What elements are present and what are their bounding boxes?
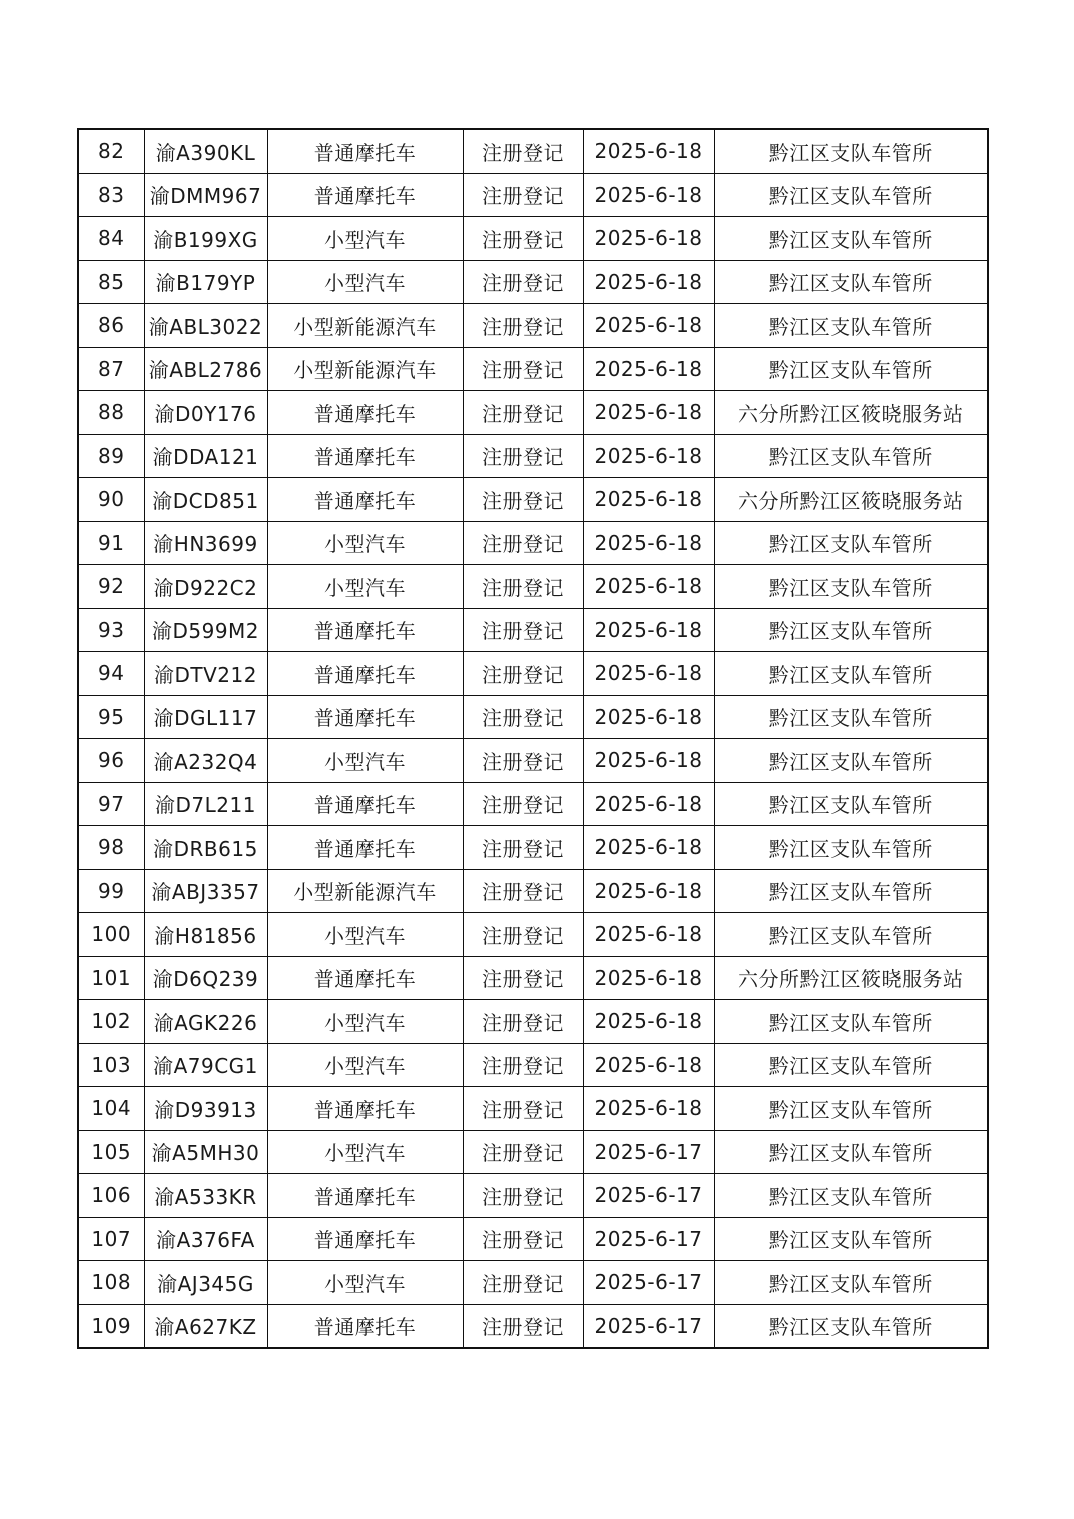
plate-number-cell: 渝B199XG <box>144 217 267 261</box>
plate-number-cell: 渝D922C2 <box>144 565 267 609</box>
plate-number-cell: 渝DRB615 <box>144 826 267 870</box>
date-cell: 2025-6-18 <box>583 173 714 217</box>
table-row <box>78 956 988 1000</box>
row-number-cell: 107 <box>78 1217 144 1261</box>
plate-number-cell: 渝D6Q239 <box>144 956 267 1000</box>
table-row <box>78 129 988 173</box>
business-type-cell: 注册登记 <box>463 129 583 173</box>
vehicle-type-cell: 普通摩托车 <box>267 608 463 652</box>
plate-number-cell: 渝A79CG1 <box>144 1043 267 1087</box>
office-cell: 黔江区支队车管所 <box>714 260 988 304</box>
row-number-cell: 101 <box>78 956 144 1000</box>
table-row <box>78 391 988 435</box>
date-cell: 2025-6-17 <box>583 1304 714 1348</box>
office-cell: 黔江区支队车管所 <box>714 1304 988 1348</box>
vehicle-type-cell: 小型新能源汽车 <box>267 869 463 913</box>
table-row <box>78 478 988 522</box>
vehicle-type-cell: 普通摩托车 <box>267 434 463 478</box>
office-cell: 黔江区支队车管所 <box>714 826 988 870</box>
vehicle-type-cell: 小型汽车 <box>267 565 463 609</box>
date-cell: 2025-6-17 <box>583 1217 714 1261</box>
business-type-cell: 注册登记 <box>463 347 583 391</box>
vehicle-type-cell: 普通摩托车 <box>267 129 463 173</box>
plate-number-cell: 渝DTV212 <box>144 652 267 696</box>
date-cell: 2025-6-18 <box>583 434 714 478</box>
business-type-cell: 注册登记 <box>463 521 583 565</box>
table-body <box>78 129 988 1348</box>
table-row <box>78 521 988 565</box>
table-row <box>78 739 988 783</box>
table-row <box>78 1304 988 1348</box>
office-cell: 黔江区支队车管所 <box>714 1043 988 1087</box>
row-number-cell: 89 <box>78 434 144 478</box>
row-number-cell: 99 <box>78 869 144 913</box>
vehicle-type-cell: 普通摩托车 <box>267 782 463 826</box>
business-type-cell: 注册登记 <box>463 478 583 522</box>
date-cell: 2025-6-18 <box>583 347 714 391</box>
date-cell: 2025-6-17 <box>583 1174 714 1218</box>
business-type-cell: 注册登记 <box>463 652 583 696</box>
table-row <box>78 695 988 739</box>
business-type-cell: 注册登记 <box>463 1174 583 1218</box>
vehicle-type-cell: 普通摩托车 <box>267 652 463 696</box>
office-cell: 黔江区支队车管所 <box>714 1174 988 1218</box>
business-type-cell: 注册登记 <box>463 1043 583 1087</box>
vehicle-type-cell: 普通摩托车 <box>267 1304 463 1348</box>
table-row <box>78 304 988 348</box>
office-cell: 黔江区支队车管所 <box>714 1000 988 1044</box>
business-type-cell: 注册登记 <box>463 217 583 261</box>
vehicle-type-cell: 小型汽车 <box>267 521 463 565</box>
row-number-cell: 100 <box>78 913 144 957</box>
plate-number-cell: 渝D599M2 <box>144 608 267 652</box>
plate-number-cell: 渝D0Y176 <box>144 391 267 435</box>
office-cell: 黔江区支队车管所 <box>714 1261 988 1305</box>
business-type-cell: 注册登记 <box>463 391 583 435</box>
office-cell: 黔江区支队车管所 <box>714 1087 988 1131</box>
row-number-cell: 83 <box>78 173 144 217</box>
plate-number-cell: 渝AGK226 <box>144 1000 267 1044</box>
date-cell: 2025-6-18 <box>583 695 714 739</box>
vehicle-type-cell: 小型汽车 <box>267 260 463 304</box>
office-cell: 黔江区支队车管所 <box>714 695 988 739</box>
plate-number-cell: 渝DMM967 <box>144 173 267 217</box>
business-type-cell: 注册登记 <box>463 739 583 783</box>
date-cell: 2025-6-17 <box>583 1130 714 1174</box>
table-row <box>78 652 988 696</box>
office-cell: 黔江区支队车管所 <box>714 869 988 913</box>
plate-number-cell: 渝A533KR <box>144 1174 267 1218</box>
business-type-cell: 注册登记 <box>463 826 583 870</box>
plate-number-cell: 渝B179YP <box>144 260 267 304</box>
business-type-cell: 注册登记 <box>463 869 583 913</box>
plate-number-cell: 渝A390KL <box>144 129 267 173</box>
office-cell: 黔江区支队车管所 <box>714 652 988 696</box>
table-row <box>78 1000 988 1044</box>
plate-number-cell: 渝D7L211 <box>144 782 267 826</box>
table-row <box>78 782 988 826</box>
business-type-cell: 注册登记 <box>463 956 583 1000</box>
table-row <box>78 1261 988 1305</box>
plate-number-cell: 渝AJ345G <box>144 1261 267 1305</box>
vehicle-type-cell: 小型汽车 <box>267 1130 463 1174</box>
business-type-cell: 注册登记 <box>463 260 583 304</box>
date-cell: 2025-6-18 <box>583 1087 714 1131</box>
office-cell: 黔江区支队车管所 <box>714 1217 988 1261</box>
date-cell: 2025-6-18 <box>583 391 714 435</box>
office-cell: 黔江区支队车管所 <box>714 1130 988 1174</box>
row-number-cell: 88 <box>78 391 144 435</box>
vehicle-type-cell: 普通摩托车 <box>267 173 463 217</box>
office-cell: 黔江区支队车管所 <box>714 129 988 173</box>
row-number-cell: 106 <box>78 1174 144 1218</box>
plate-number-cell: 渝HN3699 <box>144 521 267 565</box>
plate-number-cell: 渝ABL2786 <box>144 347 267 391</box>
office-cell: 黔江区支队车管所 <box>714 913 988 957</box>
vehicle-type-cell: 小型新能源汽车 <box>267 347 463 391</box>
table-row <box>78 434 988 478</box>
office-cell: 黔江区支队车管所 <box>714 608 988 652</box>
office-cell: 黔江区支队车管所 <box>714 173 988 217</box>
row-number-cell: 94 <box>78 652 144 696</box>
date-cell: 2025-6-18 <box>583 826 714 870</box>
vehicle-type-cell: 小型汽车 <box>267 913 463 957</box>
plate-number-cell: 渝A627KZ <box>144 1304 267 1348</box>
row-number-cell: 96 <box>78 739 144 783</box>
vehicle-type-cell: 小型汽车 <box>267 1043 463 1087</box>
vehicle-type-cell: 普通摩托车 <box>267 695 463 739</box>
table-row <box>78 1087 988 1131</box>
business-type-cell: 注册登记 <box>463 565 583 609</box>
table-row <box>78 565 988 609</box>
vehicle-type-cell: 小型新能源汽车 <box>267 304 463 348</box>
row-number-cell: 85 <box>78 260 144 304</box>
date-cell: 2025-6-18 <box>583 782 714 826</box>
row-number-cell: 91 <box>78 521 144 565</box>
vehicle-type-cell: 普通摩托车 <box>267 1087 463 1131</box>
office-cell: 黔江区支队车管所 <box>714 521 988 565</box>
date-cell: 2025-6-18 <box>583 478 714 522</box>
table-row <box>78 1043 988 1087</box>
date-cell: 2025-6-18 <box>583 869 714 913</box>
vehicle-type-cell: 普通摩托车 <box>267 826 463 870</box>
date-cell: 2025-6-18 <box>583 521 714 565</box>
vehicle-type-cell: 普通摩托车 <box>267 1174 463 1218</box>
row-number-cell: 82 <box>78 129 144 173</box>
date-cell: 2025-6-18 <box>583 565 714 609</box>
row-number-cell: 93 <box>78 608 144 652</box>
row-number-cell: 103 <box>78 1043 144 1087</box>
business-type-cell: 注册登记 <box>463 1087 583 1131</box>
row-number-cell: 86 <box>78 304 144 348</box>
date-cell: 2025-6-18 <box>583 913 714 957</box>
row-number-cell: 95 <box>78 695 144 739</box>
office-cell: 黔江区支队车管所 <box>714 434 988 478</box>
date-cell: 2025-6-18 <box>583 608 714 652</box>
business-type-cell: 注册登记 <box>463 608 583 652</box>
office-cell: 黔江区支队车管所 <box>714 782 988 826</box>
date-cell: 2025-6-18 <box>583 304 714 348</box>
row-number-cell: 87 <box>78 347 144 391</box>
date-cell: 2025-6-18 <box>583 956 714 1000</box>
table-row <box>78 217 988 261</box>
office-cell: 六分所黔江区筱晓服务站 <box>714 956 988 1000</box>
date-cell: 2025-6-17 <box>583 1261 714 1305</box>
row-number-cell: 104 <box>78 1087 144 1131</box>
business-type-cell: 注册登记 <box>463 1130 583 1174</box>
business-type-cell: 注册登记 <box>463 434 583 478</box>
plate-number-cell: 渝DGL117 <box>144 695 267 739</box>
vehicle-type-cell: 小型汽车 <box>267 217 463 261</box>
table-row <box>78 347 988 391</box>
date-cell: 2025-6-18 <box>583 652 714 696</box>
plate-number-cell: 渝DDA121 <box>144 434 267 478</box>
vehicle-registration-table <box>77 128 989 1349</box>
vehicle-type-cell: 小型汽车 <box>267 739 463 783</box>
date-cell: 2025-6-18 <box>583 1043 714 1087</box>
plate-number-cell: 渝H81856 <box>144 913 267 957</box>
business-type-cell: 注册登记 <box>463 173 583 217</box>
plate-number-cell: 渝A376FA <box>144 1217 267 1261</box>
table-row <box>78 260 988 304</box>
plate-number-cell: 渝A5MH30 <box>144 1130 267 1174</box>
office-cell: 六分所黔江区筱晓服务站 <box>714 478 988 522</box>
row-number-cell: 98 <box>78 826 144 870</box>
table-row <box>78 1217 988 1261</box>
row-number-cell: 84 <box>78 217 144 261</box>
table-row <box>78 913 988 957</box>
plate-number-cell: 渝D93913 <box>144 1087 267 1131</box>
office-cell: 黔江区支队车管所 <box>714 739 988 783</box>
business-type-cell: 注册登记 <box>463 1217 583 1261</box>
date-cell: 2025-6-18 <box>583 217 714 261</box>
table-row <box>78 608 988 652</box>
plate-number-cell: 渝ABJ3357 <box>144 869 267 913</box>
date-cell: 2025-6-18 <box>583 739 714 783</box>
business-type-cell: 注册登记 <box>463 782 583 826</box>
business-type-cell: 注册登记 <box>463 1000 583 1044</box>
office-cell: 黔江区支队车管所 <box>714 304 988 348</box>
row-number-cell: 109 <box>78 1304 144 1348</box>
plate-number-cell: 渝A232Q4 <box>144 739 267 783</box>
vehicle-type-cell: 普通摩托车 <box>267 391 463 435</box>
row-number-cell: 105 <box>78 1130 144 1174</box>
table-row <box>78 826 988 870</box>
vehicle-type-cell: 小型汽车 <box>267 1261 463 1305</box>
row-number-cell: 108 <box>78 1261 144 1305</box>
date-cell: 2025-6-18 <box>583 129 714 173</box>
plate-number-cell: 渝ABL3022 <box>144 304 267 348</box>
vehicle-type-cell: 小型汽车 <box>267 1000 463 1044</box>
business-type-cell: 注册登记 <box>463 1261 583 1305</box>
office-cell: 黔江区支队车管所 <box>714 565 988 609</box>
vehicle-type-cell: 普通摩托车 <box>267 1217 463 1261</box>
business-type-cell: 注册登记 <box>463 695 583 739</box>
vehicle-type-cell: 普通摩托车 <box>267 478 463 522</box>
table-row <box>78 1130 988 1174</box>
date-cell: 2025-6-18 <box>583 260 714 304</box>
office-cell: 黔江区支队车管所 <box>714 347 988 391</box>
vehicle-type-cell: 普通摩托车 <box>267 956 463 1000</box>
row-number-cell: 92 <box>78 565 144 609</box>
table-row <box>78 869 988 913</box>
plate-number-cell: 渝DCD851 <box>144 478 267 522</box>
table-row <box>78 173 988 217</box>
row-number-cell: 102 <box>78 1000 144 1044</box>
office-cell: 黔江区支队车管所 <box>714 217 988 261</box>
date-cell: 2025-6-18 <box>583 1000 714 1044</box>
business-type-cell: 注册登记 <box>463 913 583 957</box>
business-type-cell: 注册登记 <box>463 304 583 348</box>
row-number-cell: 97 <box>78 782 144 826</box>
row-number-cell: 90 <box>78 478 144 522</box>
business-type-cell: 注册登记 <box>463 1304 583 1348</box>
table-row <box>78 1174 988 1218</box>
office-cell: 六分所黔江区筱晓服务站 <box>714 391 988 435</box>
